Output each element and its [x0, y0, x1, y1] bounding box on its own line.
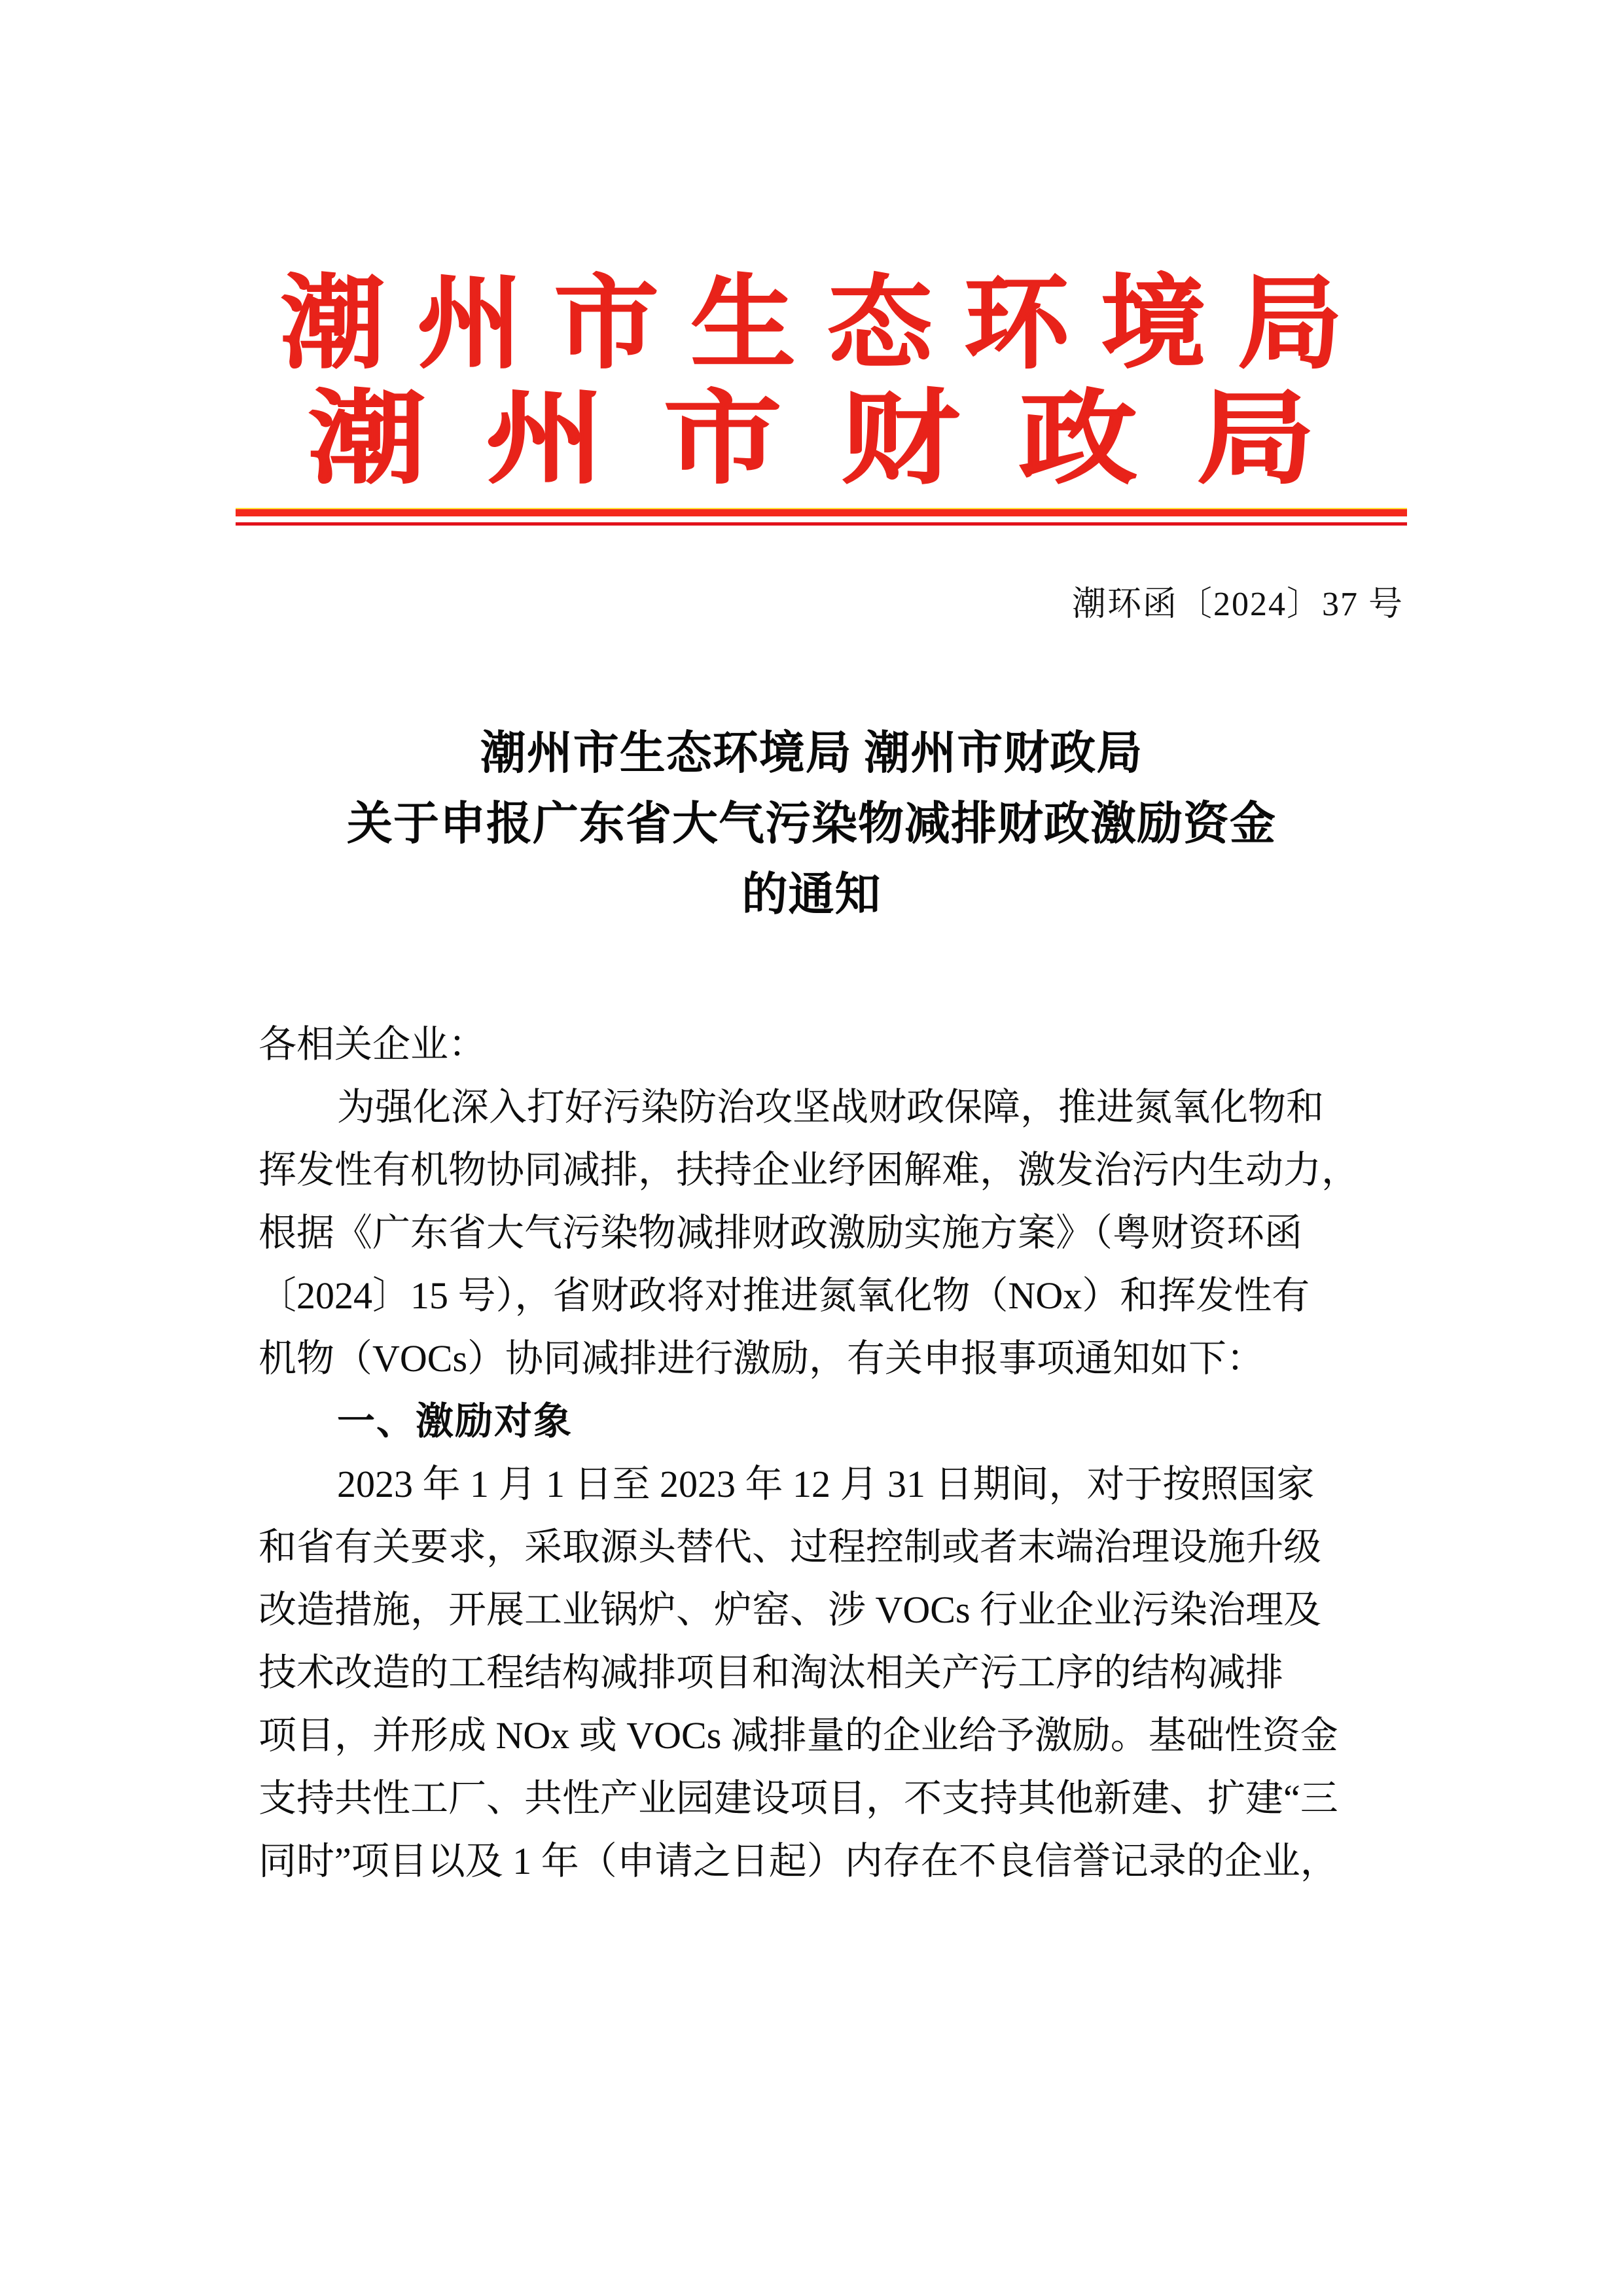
paragraph-2-line-7: 同时”项目以及 1 年（申请之日起）内存在不良信誉记录的企业，: [259, 1840, 1338, 1882]
title-line-3: 的通知: [741, 870, 882, 920]
document-number: 潮环函〔2024〕37 号: [1071, 586, 1404, 623]
paragraph-2-line-6: 支持共性工厂、共性产业园建设项目，不支持其他新建、扩建“三: [259, 1777, 1338, 1820]
paragraph-2-line-4: 技术改造的工程结构减排项目和淘汰相关产污工序的结构减排: [259, 1651, 1284, 1694]
letterhead-agency-line-2: 潮州市财政局: [308, 382, 1374, 496]
paragraph-1-line-3: 根据《广东省大气污染物减排财政激励实施方案》（粤财资环函: [259, 1211, 1303, 1254]
letterhead: [0, 257, 1623, 496]
section-heading-1: 一、激励对象: [337, 1400, 573, 1443]
paragraph-1-line-5: 机物（VOCs）协同减排进行激励，有关申报事项通知如下：: [259, 1337, 1265, 1380]
paragraph-2-line-1: 2023 年 1 月 1 日至 2023 年 12 月 31 日期间，对于按照国家: [337, 1463, 1315, 1505]
paragraph-1-line-1: 为强化深入打好污染防治攻坚战财政保障，推进氮氧化物和: [337, 1086, 1325, 1128]
paragraph-2-line-2: 和省有关要求，采取源头替代、过程控制或者末端治理设施升级: [259, 1526, 1322, 1568]
paragraph-2-line-3: 改造措施，开展工业锅炉、炉窑、涉 VOCs 行业企业污染治理及: [259, 1588, 1322, 1631]
title-line-1: 潮州市生态环境局 潮州市财政局: [480, 728, 1143, 779]
document-body: [259, 1013, 1371, 1893]
paragraph-1-line-4: 〔2024〕15 号），省财政将对推进氮氧化物（NOx）和挥发性有: [259, 1274, 1310, 1317]
divider-thick-rule: [236, 508, 1407, 516]
divider-thin-rule: [236, 522, 1407, 526]
title-line-2: 关于申报广东省大气污染物减排财政激励资金: [347, 799, 1276, 850]
paragraph-2-line-5: 项目，并形成 NOx 或 VOCs 减排量的企业给予激励。基础性资金: [259, 1714, 1338, 1757]
letterhead-divider: [236, 508, 1407, 526]
letterhead-agency-line-1: 潮州市生态环境局: [280, 267, 1374, 381]
salutation: 各相关企业：: [259, 1023, 487, 1066]
paragraph-1-line-2: 挥发性有机物协同减排，扶持企业纾困解难，激发治污内生动力，: [259, 1149, 1360, 1191]
document-title: [259, 719, 1364, 931]
